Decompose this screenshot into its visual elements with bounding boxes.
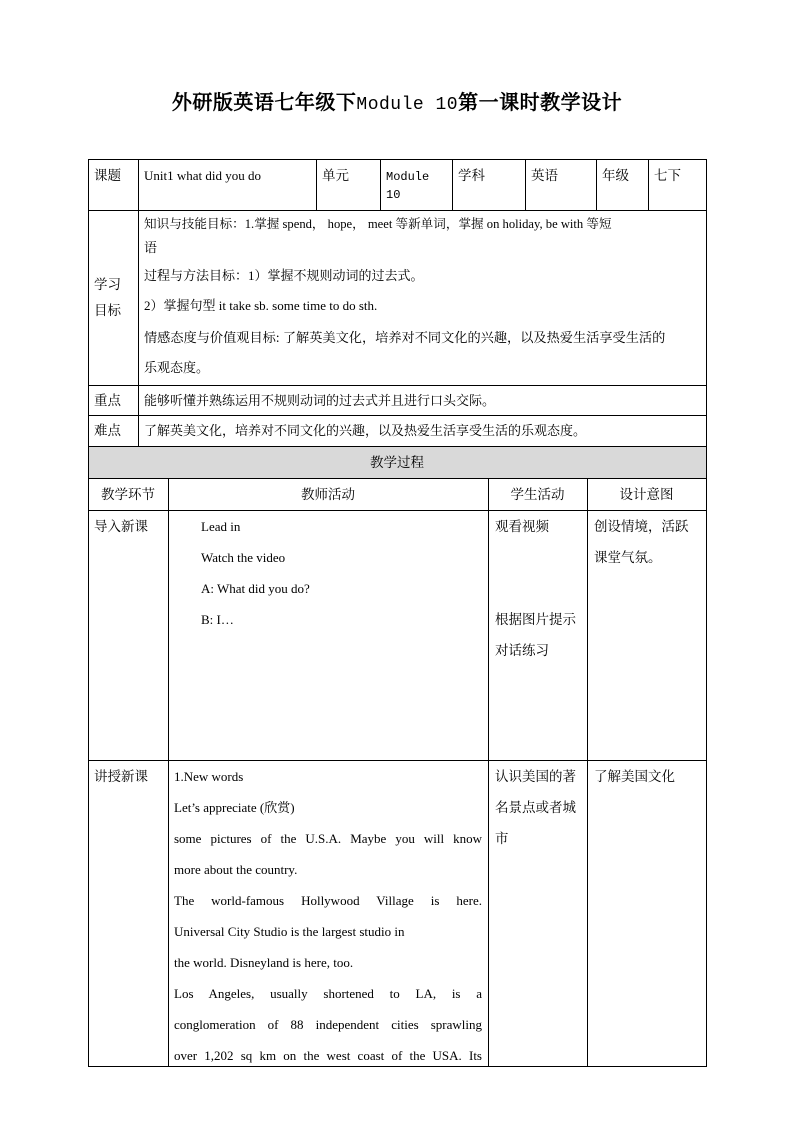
row2-intent: 了解美国文化 [594,769,675,784]
title-module: Module 10 [356,95,459,115]
row1-student-watch: 观看视频 [495,519,549,534]
row1-student-practice-1: 根据图片提示 [495,612,576,627]
table-border [380,159,381,211]
row1-intent-line-2: 课堂气氛。 [594,550,662,565]
objective-process: 过程与方法目标：1）掌握不规则动词的过去式。 [144,268,424,283]
row2-teacher-line: Let’s appreciate (欣赏) [174,800,295,815]
module-value [386,168,429,204]
difficulty-label: 难点 [94,423,121,438]
row1-teacher-line: B: I… [201,612,234,627]
row2-teacher-line: some pictures of the U.S.A. Maybe you will know [174,831,482,846]
objective-knowledge-cont: 语 [144,240,158,255]
table-border [316,159,317,211]
grade-value: 七下 [654,168,681,183]
table-border [488,478,489,1067]
objective-attitude: 情感态度与价值观目标: 了解英美文化，培养对不同文化的兴趣，以及热爱生活享受生活的 [144,330,666,345]
row2-student [495,761,576,854]
table-border [648,159,649,211]
topic-label: 课题 [94,168,121,183]
difficulty-text: 了解英美文化，培养对不同文化的兴趣，以及热爱生活享受生活的乐观态度。 [144,423,587,438]
process-header: 教学过程 [370,455,424,470]
row1-teacher-line: A: What did you do? [201,581,310,596]
title-part-2: 第一课时教学设计 [458,90,623,114]
row2-teacher-line: the world. Disneyland is here, too. [174,955,354,970]
grade-label: 年级 [602,168,629,183]
table-border [596,159,597,211]
objective-knowledge: 知识与技能目标：1.掌握 spend， hope， meet 等新单词，掌握 on holiday, be with 等短 [144,217,612,231]
row1-intent-line-1: 创设情境，活跃 [594,519,689,534]
topic-value: Unit1 what did you do [144,168,261,183]
objective-pattern: 2）掌握句型 it take sb. some time to do sth. [144,298,378,313]
row2-teacher-line: Los Angeles, usually shortened to LA, is a [174,986,482,1001]
subject-value: 英语 [531,168,558,183]
table-border [587,478,588,1067]
row2-teacher-line: Universal City Studio is the largest studio in [174,924,405,939]
table-border [706,159,707,1067]
row1-teacher [201,511,310,635]
unit-label: 单元 [322,168,349,183]
title-part-1: 外研版英语七年级下 [171,90,357,114]
row2-stage: 讲授新课 [94,769,148,784]
page-title [0,86,794,115]
table-border [138,159,139,447]
table-border [88,159,89,1067]
row1-teacher-line: Lead in [201,519,241,534]
objectives-label-line-2: 目标 [94,303,121,318]
row1-student [495,511,576,666]
objectives-label-line-1: 学习 [94,277,121,292]
col-student-header: 学生活动 [510,487,565,502]
row2-student-line-2: 名景点或者城 [495,800,576,815]
module-line-1: Module [386,170,430,184]
row2-teacher-line: more about the country. [174,862,298,877]
objective-attitude-cont: 乐观态度。 [144,360,210,375]
row2-teacher-line: conglomeration of 88 independent cities sprawling [174,1017,482,1032]
row2-student-line-1: 认识美国的著 [495,769,576,784]
module-line-2: 10 [386,188,401,202]
table-border [88,210,707,211]
row1-stage: 导入新课 [94,519,148,534]
row2-teacher-line: The world-famous Hollywood Village is here. [174,893,482,908]
row2-teacher [174,761,482,1071]
col-intent-header: 设计意图 [619,487,674,502]
row2-student-line-3: 市 [495,831,509,846]
row1-intent [594,511,689,573]
table-border [525,159,526,211]
objectives-text [144,212,702,380]
row2-teacher-line: 1.New words [174,769,244,784]
key-point-label: 重点 [94,393,121,408]
col-teacher-header: 教师活动 [301,487,355,502]
row1-teacher-line: Watch the video [201,550,286,565]
row1-student-practice-2: 对话练习 [495,643,549,658]
col-stage-header: 教学环节 [101,487,155,502]
objectives-label [94,272,121,324]
table-border [168,478,169,1067]
row2-teacher-line: over 1,202 sq km on the west coast of the USA. Its [174,1048,482,1063]
subject-label: 学科 [458,168,485,183]
key-point-text: 能够听懂并熟练运用不规则动词的过去式并且进行口头交际。 [144,393,496,408]
table-border [452,159,453,211]
